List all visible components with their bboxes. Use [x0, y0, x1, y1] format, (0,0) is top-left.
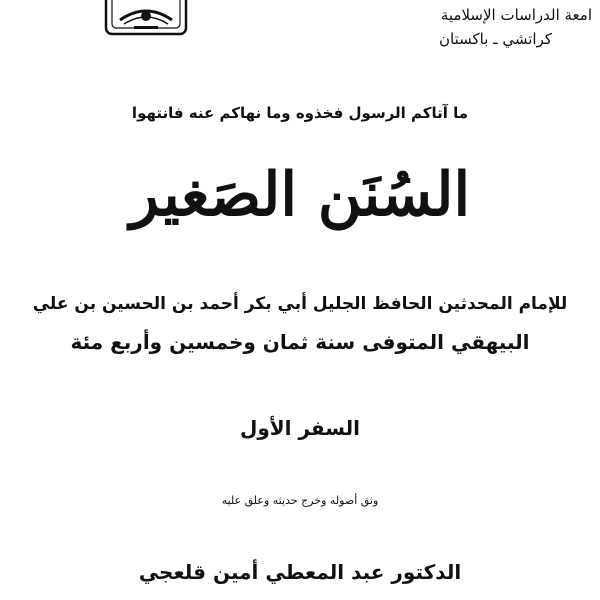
publisher-name: امعة الدراسات الإسلامية	[440, 6, 592, 24]
editor-name: الدكتور عبد المعطي أمين قلعجي	[138, 560, 462, 584]
volume-label: السفر الأول	[239, 416, 361, 440]
quran-verse: ما آتاكم الرسول فخذوه وما نهاكم عنه فانتهوا	[131, 104, 469, 122]
book-title: السُنَن الصَغير	[129, 160, 471, 230]
editing-note: وثق أصوله وخرج حديثه وعلق عليه	[221, 494, 379, 507]
author-line-1: للإمام المحدثين الحافظ الجليل أبي بكر أحمد بن الحسين بن علي	[32, 294, 568, 314]
publisher-block	[342, 4, 592, 50]
institution-seal-icon	[104, 0, 188, 36]
author-line-2: البيهقي المتوفى سنة ثمان وخمسين وأربع مئة	[70, 330, 530, 354]
publisher-location: كراتشي ـ باكستان	[439, 30, 552, 48]
